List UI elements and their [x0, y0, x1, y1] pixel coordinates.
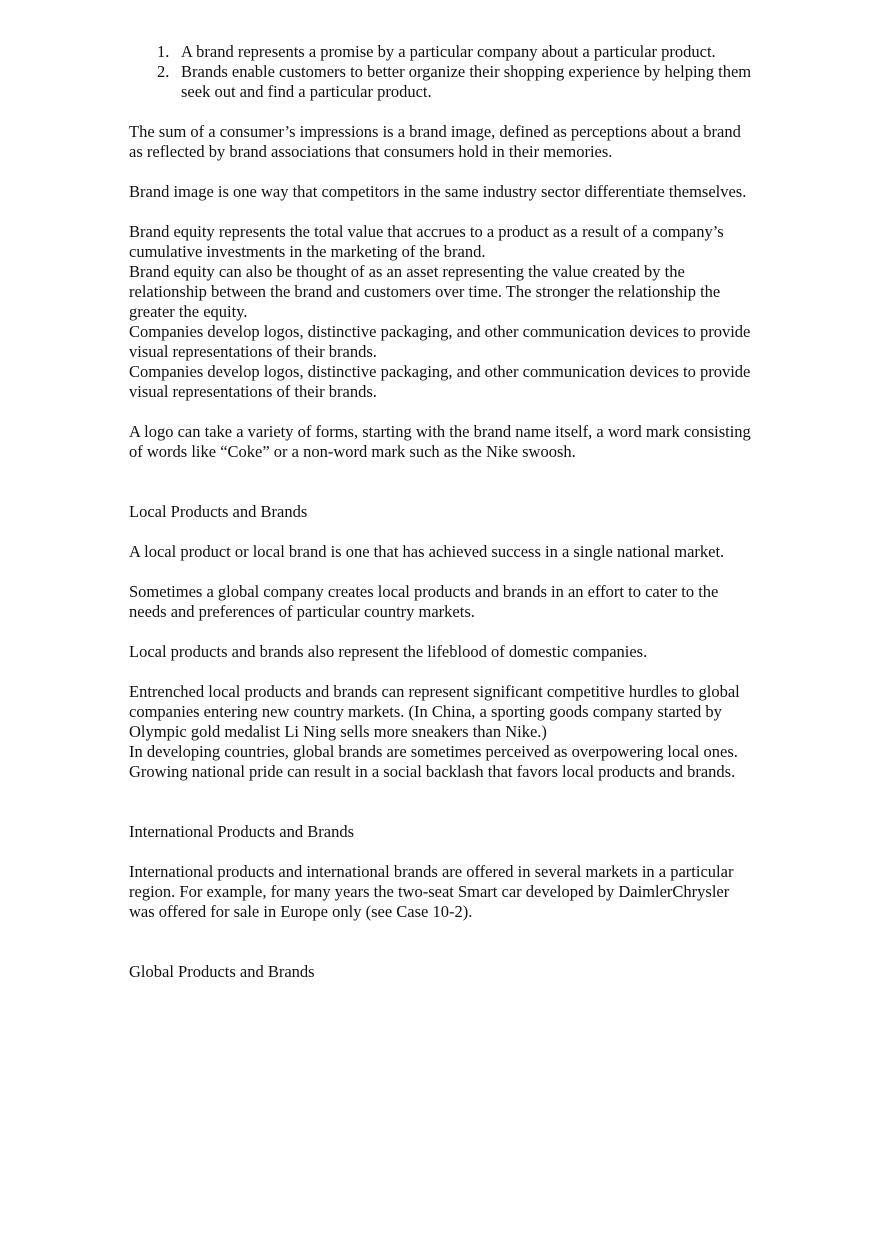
paragraph-logo-forms: A logo can take a variety of forms, starting with the brand name itself, a word mark consisting of words like “Coke” or a non-word mark such as the Nike swoosh.: [129, 422, 751, 461]
paragraph-local-lifeblood: Local products and brands also represent the lifeblood of domestic companies.: [129, 642, 648, 661]
paragraph-brand-image-differentiation: Brand image is one way that competitors in the same industry sector differentiate themselves.: [129, 182, 747, 201]
paragraph-logos-1: Companies develop logos, distinctive packaging, and other communication devices to provide visual representations of their brands.: [129, 322, 751, 361]
spacer: [129, 922, 754, 962]
paragraph-international-definition: International products and international brands are offered in several markets in a particular region. For example, for many years the two-seat Smart car developed by DaimlerChrysler was offered for sale in Europe only (see Case 10-2).: [129, 862, 734, 921]
spacer: [129, 162, 754, 182]
spacer: [129, 462, 754, 502]
spacer: [129, 402, 754, 422]
list-item: [129, 62, 754, 102]
paragraph-logos-2: Companies develop logos, distinctive packaging, and other communication devices to provide visual representations of their brands.: [129, 362, 751, 401]
spacer: [129, 782, 754, 822]
paragraph-local-definition: A local product or local brand is one that has achieved success in a single national market.: [129, 542, 725, 561]
spacer: [129, 562, 754, 582]
numbered-list: [129, 42, 754, 102]
spacer: [129, 102, 754, 122]
paragraph-brand-image-definition: The sum of a consumer’s impressions is a brand image, defined as perceptions about a brand as reflected by brand associations that consumers hold in their memories.: [129, 122, 741, 161]
list-item-number: 1.: [157, 42, 170, 61]
paragraph-brand-equity-2: Brand equity can also be thought of as an asset representing the value created by the relationship between the brand and customers over time. The stronger the relationship the greater the equity.: [129, 262, 721, 321]
section-heading-international: International Products and Brands: [129, 822, 354, 841]
list-item-text: A brand represents a promise by a particular company about a particular product.: [181, 42, 716, 61]
paragraph-brand-equity-1: Brand equity represents the total value that accrues to a product as a result of a company’s cumulative investments in the marketing of the brand.: [129, 222, 724, 261]
document-body: [129, 42, 754, 982]
spacer: [129, 202, 754, 222]
spacer: [129, 842, 754, 862]
paragraph-local-global-company: Sometimes a global company creates local products and brands in an effort to cater to the needs and preferences of particular country markets.: [129, 582, 719, 621]
paragraph-local-entrenched: Entrenched local products and brands can represent significant competitive hurdles to global companies entering new country markets. (In China, a sporting goods company started by Olympic gold medalist Li Ning sells more sneakers than Nike.): [129, 682, 740, 741]
list-item: [129, 42, 754, 62]
section-heading-global: Global Products and Brands: [129, 962, 315, 981]
spacer: [129, 622, 754, 642]
spacer: [129, 522, 754, 542]
section-heading-local: Local Products and Brands: [129, 502, 308, 521]
paragraph-local-developing: In developing countries, global brands are sometimes perceived as overpowering local ones. Growing national pride can result in a social backlash that favors local products and brands.: [129, 742, 738, 781]
list-item-text: Brands enable customers to better organize their shopping experience by helping them seek out and find a particular product.: [181, 62, 752, 101]
spacer: [129, 662, 754, 682]
list-item-number: 2.: [157, 62, 170, 81]
